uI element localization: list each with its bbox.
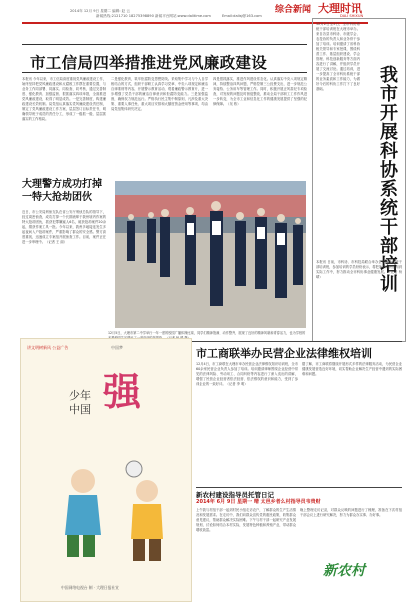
ad-big-character: 强 xyxy=(103,369,142,414)
ad-footer: 中国网络电视台 制 · 大理日报社宣 xyxy=(61,585,119,590)
ad-line1: 少年 xyxy=(69,389,91,402)
ad-line2: 中国 xyxy=(69,403,91,416)
ad-tag2: 中国梦 xyxy=(111,345,123,350)
headline-rule-bottom xyxy=(22,72,307,73)
ad-tag: 讲文明树新风 公益广告 xyxy=(27,345,69,350)
newspaper-logo: 大理时讯 xyxy=(318,2,362,15)
enterprise-article-col2: 据了解，市工商联将继续开展形式多样的法律服务活动，为民营企业健康发展营造良好环境，切实帮助企业解决生产经营中遇到的实际困难和问题。 xyxy=(302,362,402,376)
logo-subtitle: DALI SHIXUN xyxy=(340,14,364,18)
main-headline: 市工信局四举措推进党风廉政建设 xyxy=(30,53,268,72)
police-headline: 大理警方成功打掉一特大抢劫团伙 xyxy=(22,179,102,203)
children-illustration xyxy=(41,449,181,574)
side-article-title: 我市开展科协系统干部培训 xyxy=(377,65,398,293)
side-article-body: 12月2日至3日，全市科协系统干部培训班在大理市举办。来自各县市科协、市级学会、农技协的负责人和业务骨干参加了培训。培训邀请了省科协相关领导和专家授课，围绕科普工作、基层组织建设、学会管理、科技创新服务等方面内容进行了讲解，并组织学员开展了交流讨论。通过培训，进一步提高了全市科协系统干部的业务素质和工作能力，为做好今后的科协工作打下了良好基础。 xyxy=(316,22,360,91)
main-article-col2: 二是强化教育，筑牢拒腐防变思想防线。采取集中学习与个人自学相结合的方式，组织干部职工认真学习党章、中央八项规定和廉洁自律准则等内容，开展警示教育活动，观看廉政警示教育片，进一步增强了党员干部的廉洁自律意识和拒腐防变能力。三是加强监督，确保权力规范运行。严格执行民主集中制原则，凡涉及重大决策、重要人事任免、重大项目安排和大额度资金使用等事项，均由局党组集体研究决定。 xyxy=(111,77,208,111)
rural-body: 上午我与村组干部一起到村民小组走访农户，了解群众的生产生活情况和发展需求。在走访中，我们向群众宣传党的惠民政策，收集群众意见建议，帮助群众解决实际困难。下午与村干部一起研究产业发展规划，讨论如何结合本村实际，发展特色种植和养殖产业，带动群众增收致富。 xyxy=(196,508,296,532)
rural-date-line: 2014年 6月 9日 星期一 晴 太邑乡者么村指导员韦贵财 xyxy=(196,499,321,505)
police-article-body: 近日，市公安局刑侦支队在省公安厅刑侦总队的指导下，经过周密侦查，成功打掉一个长期流窜于我州境内作案的特大抢劫团伙，抓获犯罪嫌疑人6名，破获抢劫案件20余起，缴获作案工具一批。今年以来，我州多地接连发生多起夜间入户抢劫案件，严重影响了群众的安全感。警方高度重视，迅速成立专案组开展侦查工作。目前，案件正在进一步审理中。（记者 王 丽） xyxy=(22,210,106,244)
main-article-col1: 本报讯 今年以来，市工信局高度重视党风廉政建设工作，始终坚持把党风廉政建设和反腐败工作摆在重要位置，与业务工作同部署、同落实、同检查、同考核，通过完善制度、强化教育、加强监督、狠抓落实四项举措，全面推进党风廉政建设，取得了明显成效。一是完善制度，构建廉政建设长效机制。局党组认真落实党风廉政建设责任制，制定了党风廉政建设工作方案，层层签订目标责任书，明确领导班子成员的责任分工，形成了一级抓一级、层层抓落实的工作格局。 xyxy=(22,77,106,121)
email: Email:dalisj@163.com xyxy=(222,14,262,18)
issue-date: 2014年 12月 9日 星期二 编辑: 赵 云 xyxy=(70,9,131,13)
hotline: 新闻热线:2121710 18275398890 新闻平台网站:www.dalitime.com xyxy=(96,14,211,18)
public-service-ad xyxy=(20,338,192,602)
enterprise-headline: 市工商联举办民营企业法律维权培训 xyxy=(196,347,372,360)
rural-divider xyxy=(196,487,402,488)
new-countryside-logo: 新农村 xyxy=(323,563,365,579)
enterprise-article-col1: 12月4日，市工商联在大理市举办民营企业法律维权知识培训班，全市60余家民营企业负责人参加了培训。培训邀请律师围绕企业经营中常见的法律风险、劳动用工、合同纠纷等内容进行了深入浅出的讲解，增强了民营企业经营者依法经营、依法维权的意识和能力，受到了参训企业的一致好评。（记者 李 明） xyxy=(196,362,298,386)
rural-heading: 新农村建设指导员托管日记 xyxy=(196,491,274,499)
students-exercise-photo xyxy=(115,181,306,328)
section-name: 综合新闻 xyxy=(275,5,312,15)
main-article-col3: 四是狠抓落实，推进作风建设常态化。认真落实中央八项规定精神，持续整治四风问题，严格控制三公经费支出，进一步规范公务接待、公务用车等管理工作。同时，积极开展正风肃纪专项检查，对发现的问题及时督促整改，推动全局干部职工工作作风进一步转变，为全市工业和信息化工作的健康发展提供了坚强的纪律保障。（吴 栋） xyxy=(213,77,307,106)
photo-caption: 12月5日，大理市第二中学举行一年一度的校园广播体操比赛，同学们精神饱满、动作整齐，展现了良好的精神风貌和青春活力，也为学校的 xyxy=(108,331,306,335)
side-article-body2: 本报讯 日前，市科协、市科技局联合举办全市科协系统干部培训班，参加培训的学员纷纷表示，将把所学知识运用到实际工作中，努力推动全市科协事业健康发展。（记者 杨 晴） xyxy=(316,260,402,279)
rural-body2: 晚上整理走访记录，对群众反映的问题进行了梳理，准备在下次村组干部会议上进行研究解决，努力为群众办实事、办好事。 xyxy=(300,508,402,517)
headline-rule-top xyxy=(22,44,307,45)
